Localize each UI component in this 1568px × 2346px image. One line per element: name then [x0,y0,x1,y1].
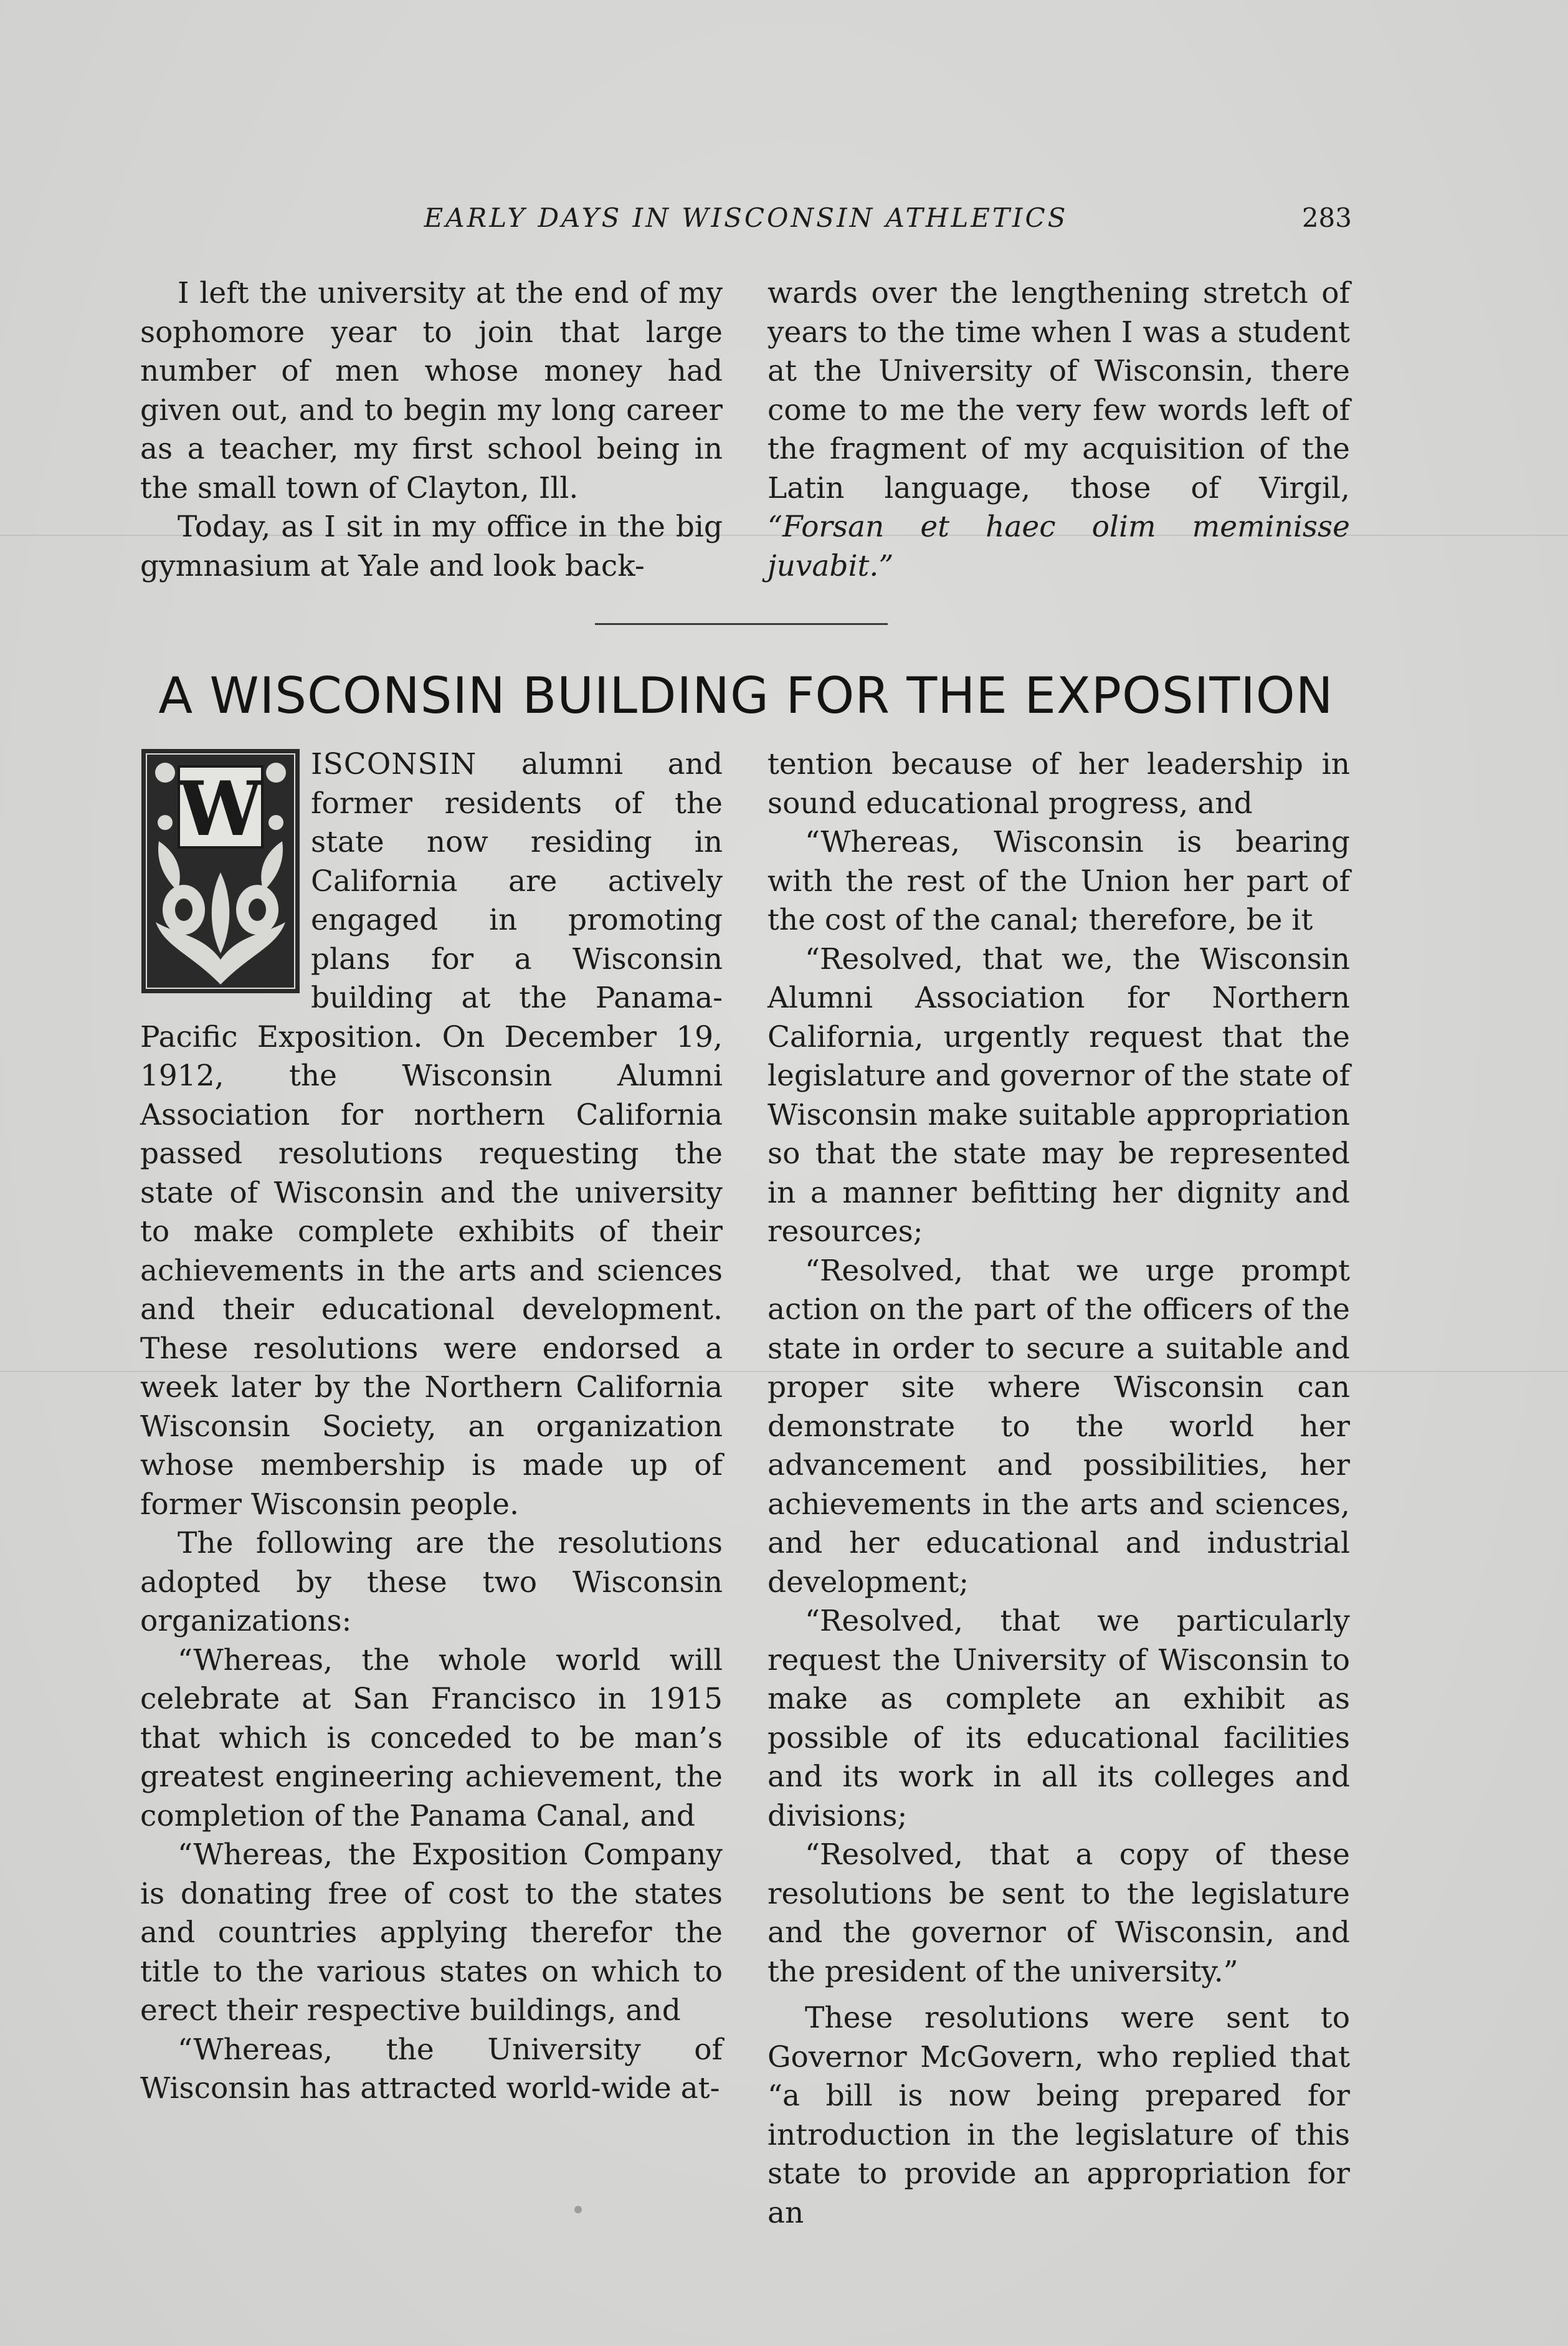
paragraph: “Resolved, that a copy of these resolutions be sent to the legislature and the governor of Wisconsin, and the president of the university.” [767,1838,1350,1989]
ornamental-initial-icon [140,748,301,994]
paragraph [140,745,723,1524]
paper-spot [574,2206,582,2213]
paragraph: “Resolved, that we urge prompt action on the part of the officers of the state in order to secure a suitable and proper site where Wisconsin can demonstrate to the world her advancement and possibilities, her achievements in the arts and sciences, and her educational and industrial development; [767,1253,1350,1600]
paragraph: The following are the resolutions adopted by these two Wisconsin organizations: [140,1526,723,1638]
paragraph: “Resolved, that we particularly request the University of Wisconsin to make as complete an exhibit as possible of its educational facilities and its work in all its colleges and divisions; [767,1604,1350,1833]
running-head [140,198,1352,242]
paragraph: I left the university at the end of my sophomore year to join that large number of men whose money had given out, and to begin my long career as a teacher, my first school being in the small town of Clayton, Ill. [140,276,723,505]
article-column-right [767,745,1350,2233]
paragraph [767,274,1350,586]
paragraph-text: wards over the lengthening stretch of years to the time when I was a student at the University of Wisconsin, there come to me the very few words left of the fragment of my acquisition of the Latin language, those of Virgil, [767,276,1350,505]
drop-cap-ornament [140,748,301,994]
paragraph: “Whereas, Wisconsin is bearing with the rest of the Union her part of the cost of the canal; therefore, be it [767,825,1350,937]
section-divider [595,623,888,625]
paragraph: “Whereas, the University of Wisconsin has attracted world-wide at- [140,2032,723,2105]
paragraph: “Whereas, the Exposition Company is donating free of cost to the states and countries applying therefor the title to the various states on which to erect their respective buildings, and [140,1838,723,2028]
page-number: 283 [1301,203,1352,233]
running-title: EARLY DAYS IN WISCONSIN ATHLETICS [424,203,1068,233]
article-column-left [140,745,723,2109]
paragraph: “Whereas, the whole world will celebrate at San Francisco in 1915 that which is conceded to be man’s greatest engineering achievement, the completion of the Panama Canal, and [140,1643,723,1833]
paragraph-text: alumni and former residents of the state now residing in California are actively engaged in promoting plans for a Wisconsin building at the Panama-Pacific Exposition. On December 19, 1912, the Wisconsin Alumni Association for northern California passed resolutions requesting the state of Wisconsin and the university to make complete exhibits of their achievements in the arts and sciences and their educational development. These resolutions were endorsed a week later by the Northern California Wisconsin Society, an organization whose membership is made up of former Wisconsin people. [140,747,723,1522]
paragraph: “Resolved, that we, the Wisconsin Alumni Association for Northern California, urgently request that the legislature and governor of the state of Wisconsin make suitable appropriation so that the state may be represented in a manner befitting her dignity and resources; [767,942,1350,1249]
paragraph: Today, as I sit in my office in the big gymnasium at Yale and look back- [140,510,723,583]
article-headline: A WISCONSIN BUILDING FOR THE EXPOSITION [158,667,1334,725]
previous-article-column-right [767,274,1350,586]
paragraph: tention because of her leadership in sound educational progress, and [767,747,1350,821]
previous-article-column-left [140,274,723,586]
drop-cap-letter: W [178,765,263,853]
paragraph: These resolutions were sent to Governor McGovern, who replied that “a bill is now being prepared for introduction in the legislature of this state to provide an appropriation for an [767,2001,1350,2230]
latin-quote: “Forsan et haec olim meminisse juvabit.” [767,510,1350,583]
first-word: ISCONSIN [311,747,477,781]
